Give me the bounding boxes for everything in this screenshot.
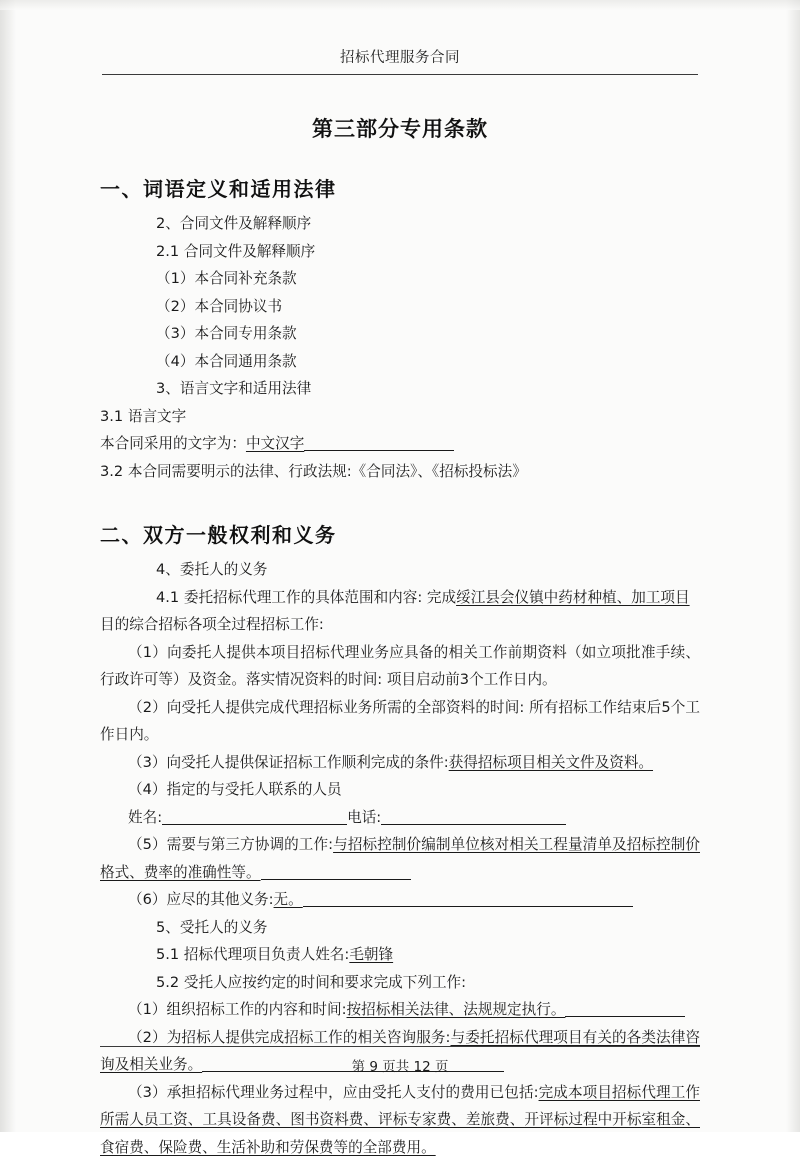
- contact-phone-blank[interactable]: [381, 807, 566, 825]
- filled-value-third-party: 与招标控制价编制单位核对相关工程量清单及招标控制价格式、费率的准确性等。: [100, 836, 700, 881]
- clause-text: 目的综合招标各项全过程招标工作:: [100, 616, 324, 633]
- filled-value-other-duty: 无。: [274, 891, 303, 908]
- clause-line: 2.1 合同文件及解释顺序: [100, 238, 700, 266]
- clause-line-third-party: [100, 831, 700, 886]
- clause-line: 3.1 语言文字: [100, 403, 700, 431]
- clause-line-fees: [100, 1079, 700, 1161]
- blank-rule: [261, 862, 411, 880]
- clause-text: （5）需要与第三方协调的工作:: [128, 836, 333, 853]
- clause-line: （4）指定的与受托人联系的人员: [100, 776, 700, 804]
- filled-value-organize: 按招标相关法律、法规规定执行。: [347, 1001, 566, 1018]
- contact-name-blank[interactable]: [162, 807, 347, 825]
- clause-line: （2）向受托人提供完成代理招标业务所需的全部资料的时间: 所有招标工作结束后5个工作日内。: [100, 694, 700, 749]
- clause-line: （1）向委托人提供本项目招标代理业务应具备的相关工作前期资料（如立项批准手续、行政许可等）及资金。落实情况资料的时间: 项目启动前3个工作日内。: [100, 639, 700, 694]
- page-footer: 第 9 页共 12 页: [100, 1046, 700, 1075]
- blank-rule: [303, 889, 633, 907]
- contact-phone-label: 电话:: [347, 809, 381, 826]
- filled-value-manager-name: 毛朝锋: [349, 946, 393, 963]
- clause-line-contact: [100, 804, 700, 832]
- clause-text: 本合同采用的文字为：: [100, 435, 246, 452]
- clause-line-scope-cont: [100, 611, 700, 639]
- document-content: [100, 46, 700, 1161]
- clause-line-language: [100, 430, 700, 458]
- clause-line: （1）本合同补充条款: [100, 265, 700, 293]
- clause-text: （1）组织招标工作的内容和时间:: [128, 1001, 347, 1018]
- clause-line-other-duty: [100, 886, 700, 914]
- clause-line-organize: [100, 996, 700, 1024]
- running-header: 招标代理服务合同: [102, 46, 698, 75]
- scan-edge-left: [0, 0, 16, 1132]
- clause-line: （2）本合同协议书: [100, 293, 700, 321]
- scan-edge-top: [0, 0, 800, 10]
- scan-edge-right: [786, 0, 800, 1132]
- filled-value-language: 中文汉字: [246, 435, 304, 452]
- page-title: 第三部分专用条款: [100, 113, 700, 143]
- clause-text: （6）应尽的其他义务:: [128, 891, 274, 908]
- blank-rule: [304, 433, 454, 451]
- clause-text: （2）为招标人提供完成招标工作的相关咨询服务:: [128, 1029, 450, 1046]
- clause-line: （3）本合同专用条款: [100, 320, 700, 348]
- contact-name-label: 姓名:: [128, 809, 162, 826]
- clause-line: 5、受托人的义务: [100, 914, 700, 942]
- clause-text: （3）向受托人提供保证招标工作顺利完成的条件:: [128, 754, 449, 771]
- clause-line: （4）本合同通用条款: [100, 348, 700, 376]
- section-heading-2: 二、双方一般权利和义务: [100, 519, 700, 548]
- filled-value-consulting: 与委托招标代理项目有关的各类法律咨询及相关业务。: [100, 1029, 700, 1074]
- section-heading-1: 一、词语定义和适用法律: [100, 173, 700, 202]
- filled-value-project: 绥江县会仪镇中药材种植、加工项目: [456, 589, 690, 606]
- clause-line-manager: [100, 941, 700, 969]
- clause-line: 3、语言文字和适用法律: [100, 375, 700, 403]
- clause-line: 2、合同文件及解释顺序: [100, 210, 700, 238]
- clause-text: 5.1 招标代理项目负责人姓名:: [156, 946, 349, 963]
- blank-rule: [565, 999, 685, 1017]
- clause-line: 3.2 本合同需要明示的法律、行政法规:《合同法》、《招标投标法》: [100, 458, 700, 486]
- clause-line-scope: [100, 584, 700, 612]
- clause-line-conditions: [100, 749, 700, 777]
- clause-text: 4.1 委托招标代理工作的具体范围和内容: 完成: [156, 589, 456, 606]
- clause-line: 5.2 受托人应按约定的时间和要求完成下列工作:: [100, 969, 700, 997]
- filled-value-conditions: 获得招标项目相关文件及资料。: [449, 754, 653, 771]
- filled-value-fees: 完成本项目招标代理工作所需人员工资、工具设备费、图书资料费、评标专家费、差旅费、开评标过程中开标室租金、食宿费、保险费、生活补助和劳保费等的全部费用。: [100, 1084, 700, 1156]
- clause-text: （3）承担招标代理业务过程中，应由受托人支付的费用已包括:: [128, 1084, 539, 1101]
- clause-line: 4、委托人的义务: [100, 556, 700, 584]
